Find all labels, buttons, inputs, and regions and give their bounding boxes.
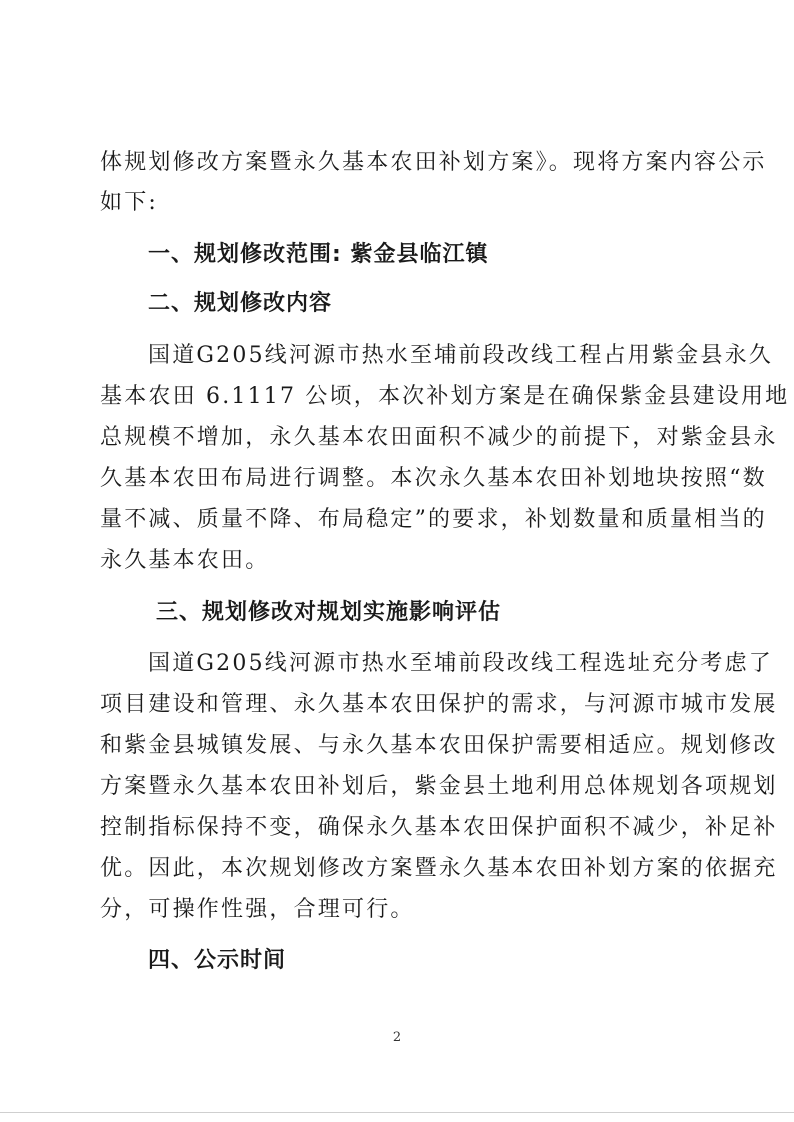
body-line-15: 方案暨永久基本农田补划后，紫金县土地利用总体规划各项规划 bbox=[100, 774, 778, 799]
body-line-16: 控制指标保持不变，确保永久基本农田保护面积不减少，补足补 bbox=[100, 815, 778, 840]
body-line-5: 国道G205线河源市热水至埔前段改线工程占用紫金县永久 bbox=[148, 343, 773, 368]
body-line-18: 分，可操作性强，合理可行。 bbox=[100, 897, 415, 922]
body-line-14: 和紫金县城镇发展、与永久基本农田保护需要相适应。规划修改 bbox=[100, 733, 778, 758]
section-heading-4: 四、公示时间 bbox=[148, 948, 287, 973]
body-line-10: 永久基本农田。 bbox=[100, 548, 270, 573]
body-line-12: 国道G205线河源市热水至埔前段改线工程选址充分考虑了 bbox=[148, 651, 773, 676]
body-line-7: 总规模不增加，永久基本农田面积不减少的前提下，对紫金县永 bbox=[100, 425, 778, 450]
section-heading-1: 一、规划修改范围: 紫金县临江镇 bbox=[148, 242, 489, 267]
scan-edge-divider bbox=[0, 1112, 794, 1113]
section-heading-2: 二、规划修改内容 bbox=[148, 291, 333, 316]
body-line-17: 优。因此，本次规划修改方案暨永久基本农田补划方案的依据充 bbox=[100, 856, 778, 881]
page-number: 2 bbox=[392, 1030, 402, 1045]
body-line-13: 项目建设和管理、永久基本农田保护的需求，与河源市城市发展 bbox=[100, 692, 778, 717]
section-heading-3: 三、规划修改对规划实施影响评估 bbox=[156, 600, 502, 625]
body-line-8: 久基本农田布局进行调整。本次永久基本农田补划地块按照“数 bbox=[100, 466, 767, 491]
body-line-1: 体规划修改方案暨永久基本农田补划方案》。现将方案内容公示 bbox=[100, 150, 767, 175]
body-line-6: 基本农田 6.1117 公顷，本次补划方案是在确保紫金县建设用地 bbox=[100, 384, 790, 409]
body-line-9: 量不减、质量不降、布局稳定”的要求，补划数量和质量相当的 bbox=[100, 507, 767, 532]
body-line-2: 如下: bbox=[100, 190, 159, 215]
